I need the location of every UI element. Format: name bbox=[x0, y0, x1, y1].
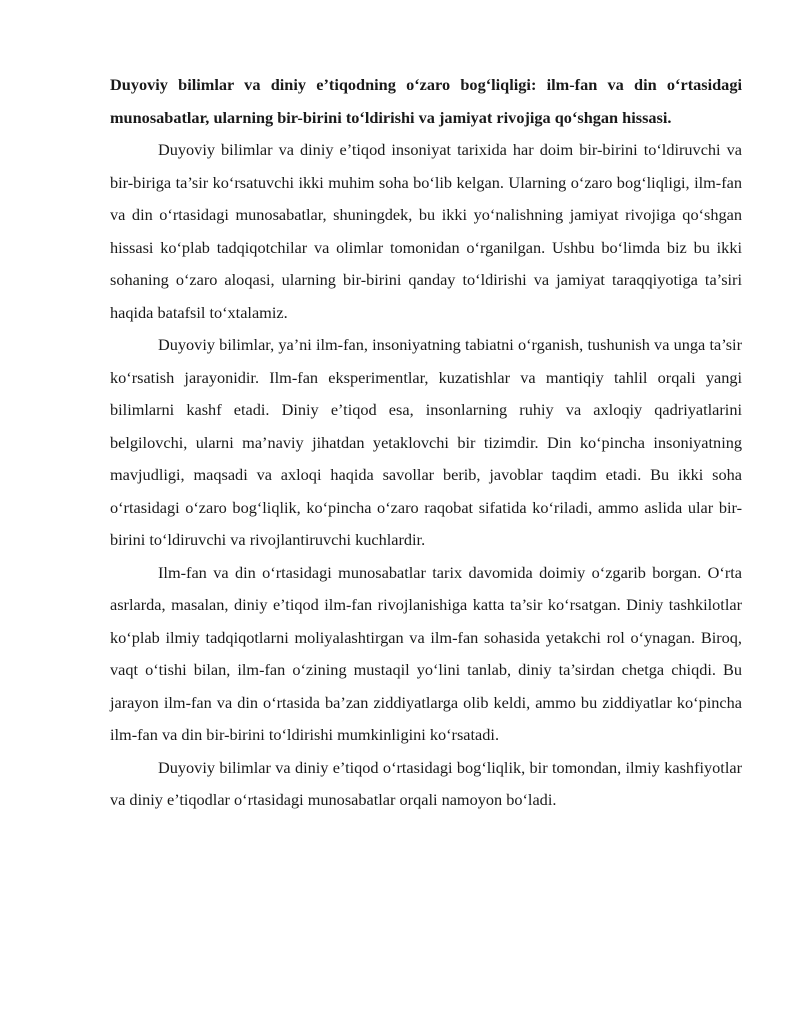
document-page bbox=[110, 69, 742, 817]
paragraph-2: Duyoviy bilimlar, ya’ni ilm-fan, insoniyatning tabiatni o‘rganish, tushunish va unga ta’sir ko‘rsatish jarayonidir. Ilm-fan eksperimentlar, kuzatishlar va mantiqiy tahlil orqali yangi bilimlarni kashf etadi. Diniy e’tiqod esa, insonlarning ruhiy va axloqiy qadriyatlarini belgilovchi, ularni ma’naviy jihatdan yetaklovchi bir tizimdir. Din ko‘pincha insoniyatning mavjudligi, maqsadi va axloqi haqida savollar berib, javoblar taqdim etadi. Bu ikki soha o‘rtasidagi o‘zaro bog‘liqlik, ko‘pincha o‘zaro raqobat sifatida ko‘riladi, ammo aslida ular bir-birini to‘ldiruvchi va rivojlantiruvchi kuchlardir. bbox=[110, 335, 742, 549]
paragraph-3: Ilm-fan va din o‘rtasidagi munosabatlar tarix davomida doimiy o‘zgarib borgan. O‘rta asrlarda, masalan, diniy e’tiqod ilm-fan rivojlanishiga katta ta’sir ko‘rsatgan. Diniy tashkilotlar ko‘plab ilmiy tadqiqotlarni moliyalashtirgan va ilm-fan sohasida yetakchi rol o‘ynagan. Biroq, vaqt o‘tishi bilan, ilm-fan o‘zining mustaqil yo‘lini tanlab, diniy ta’sirdan chetga chiqdi. Bu jarayon ilm-fan va din o‘rtasida ba’zan ziddiyatlarga olib keldi, ammo bu ziddiyatlar ko‘pincha ilm-fan va din bir-birini to‘ldirishi mumkinligini ko‘rsatadi. bbox=[110, 562, 742, 744]
paragraph-4: Duyoviy bilimlar va diniy e’tiqod o‘rtasidagi bog‘liqlik, bir tomondan, ilmiy kashfiyotlar va diniy e’tiqodlar o‘rtasidagi munosabatlar orqali namoyon bo‘ladi. bbox=[110, 757, 742, 809]
paragraph-1: Duyoviy bilimlar va diniy e’tiqod insoniyat tarixida har doim bir-birini to‘ldiruvchi va bir-biriga ta’sir ko‘rsatuvchi ikki muhim soha bo‘lib kelgan. Ularning o‘zaro bog‘liqligi, ilm-fan va din o‘rtasidagi munosabatlar, shuningdek, bu ikki yo‘nalishning jamiyat rivojiga qo‘shgan hissasi ko‘plab tadqiqotchilar va olimlar tomonidan o‘rganilgan. Ushbu bo‘limda biz bu ikki sohaning o‘zaro aloqasi, ularning bir-birini qanday to‘ldirishi va jamiyat taraqqiyotiga ta’siri haqida batafsil to‘xtalamiz. bbox=[110, 140, 742, 322]
document-title: Duyoviy bilimlar va diniy e’tiqodning o‘zaro bog‘liqligi: ilm-fan va din o‘rtasidagi munosabatlar, ularning bir-birini to‘ldirishi va jamiyat rivojiga qo‘shgan hissasi. bbox=[110, 75, 742, 127]
